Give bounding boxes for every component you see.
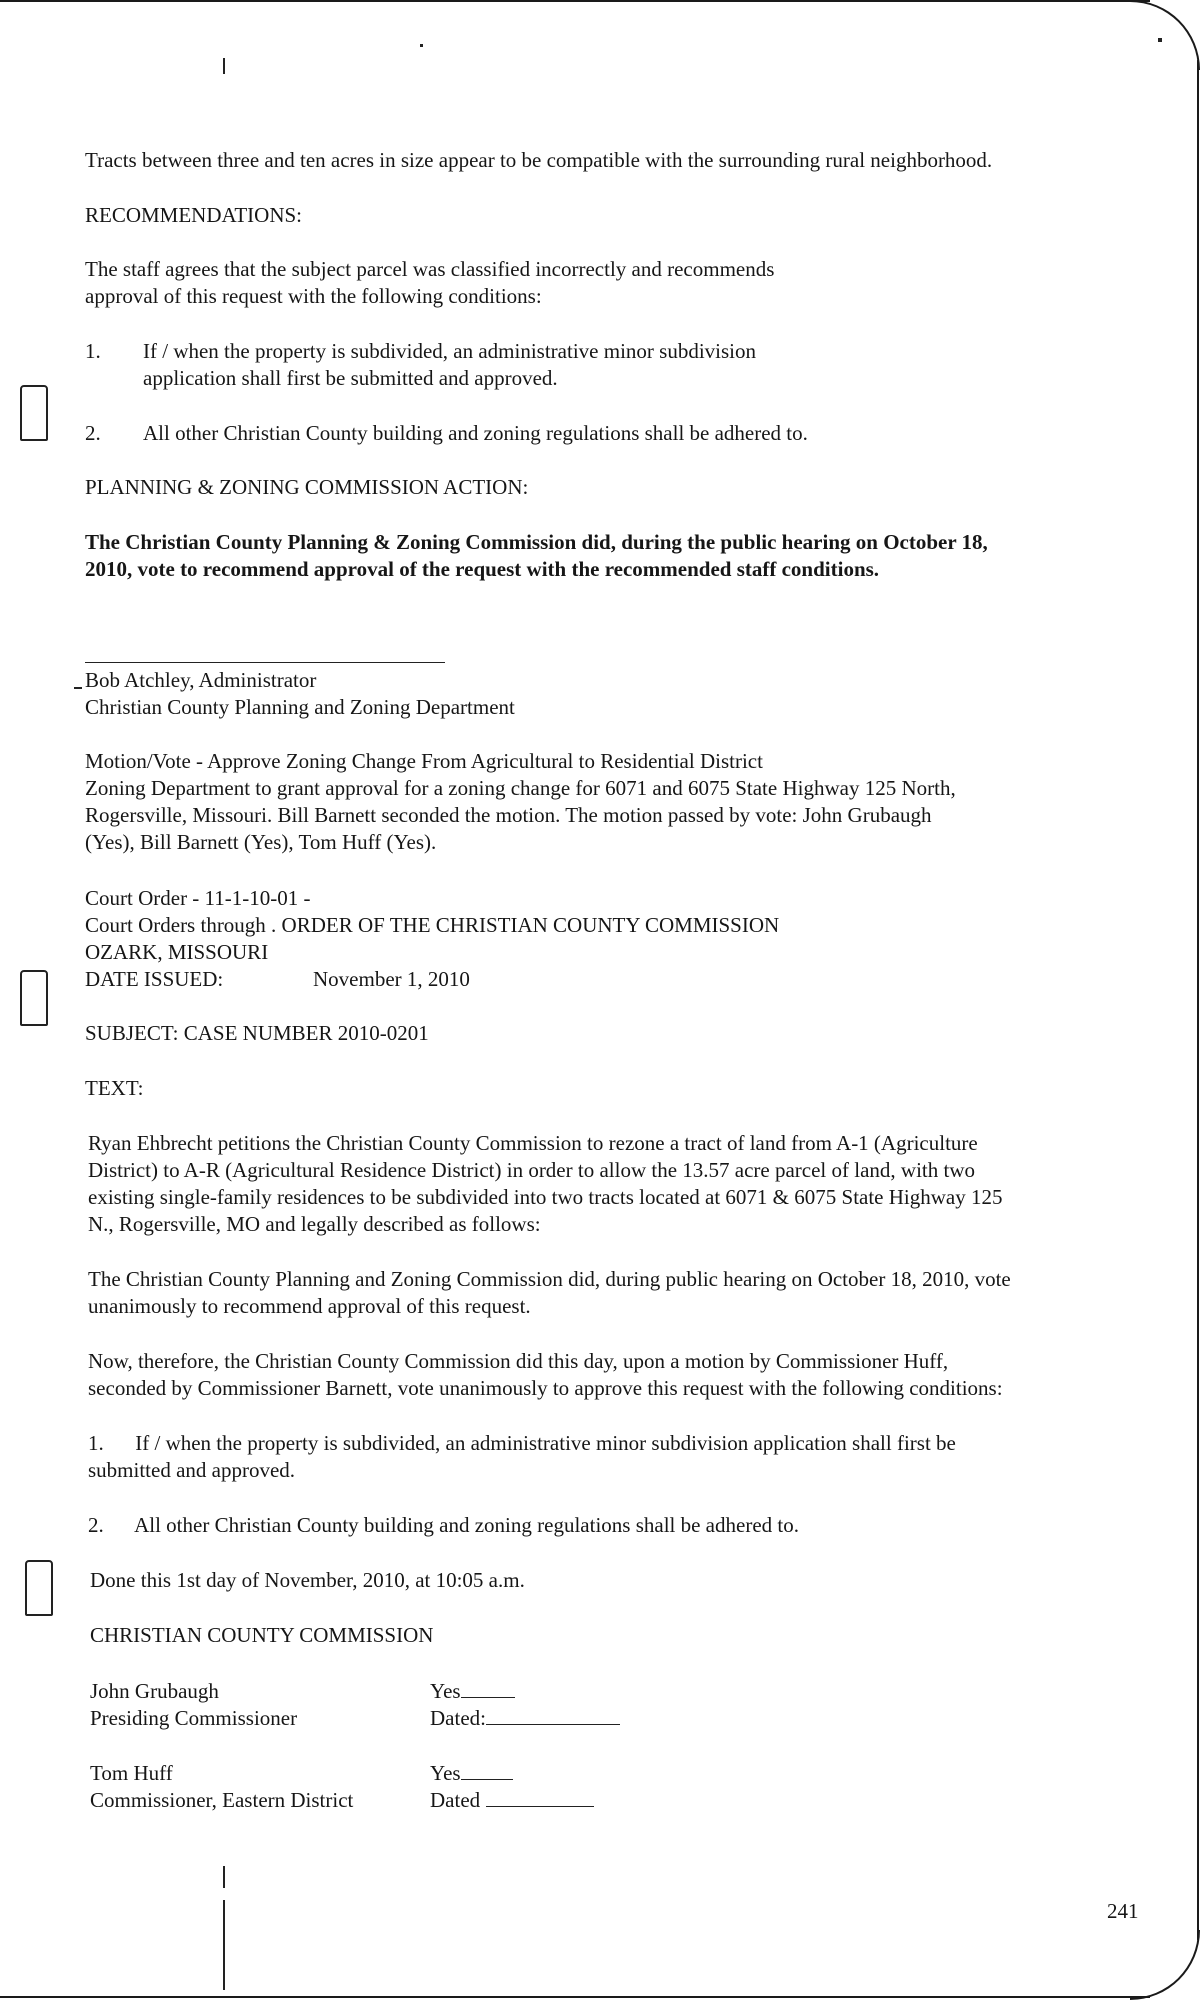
text-heading: TEXT:: [85, 1076, 144, 1100]
pz-recommendation-text: The Christian County Planning and Zoning Commission did, during public hearing on October 18, 2010, vote: [88, 1267, 1011, 1291]
punch-hole: [20, 385, 48, 441]
pz-recommendation-text: unanimously to recommend approval of this request.: [88, 1294, 531, 1318]
condition-text: If / when the property is subdivided, an administrative minor subdivision: [143, 339, 756, 363]
subject: SUBJECT: CASE NUMBER 2010-0201: [85, 1021, 429, 1045]
pz-action-text: 2010, vote to recommend approval of the request with the recommended staff conditions.: [85, 557, 880, 581]
approval-text: seconded by Commissioner Barnett, vote unanimously to approve this request with the following conditions:: [88, 1376, 1003, 1400]
dated-label: Dated: [430, 1788, 481, 1812]
page-corner: [1130, 1930, 1200, 2000]
scan-mark: [223, 58, 225, 74]
pz-action-text: The Christian County Planning & Zoning Commission did, during the public hearing on October 18,: [85, 530, 988, 554]
condition-text: submitted and approved.: [88, 1458, 296, 1482]
condition-number: 2.: [85, 421, 101, 445]
condition-text: All other Christian County building and zoning regulations shall be adhered to.: [143, 421, 808, 445]
punch-hole: [20, 970, 48, 1026]
commissioner-name: Tom Huff: [90, 1761, 173, 1785]
vote-field: [430, 1760, 513, 1787]
commissioner-name: John Grubaugh: [90, 1679, 219, 1703]
vote-blank: [461, 1761, 513, 1780]
signature-line: [85, 662, 445, 663]
signer-department: Christian County Planning and Zoning Department: [85, 695, 515, 719]
pz-heading: PLANNING & ZONING COMMISSION ACTION:: [85, 475, 529, 499]
vote-field: [430, 1678, 515, 1705]
scan-mark: [223, 1866, 225, 1888]
condition-text: application shall first be submitted and approved.: [143, 366, 558, 390]
date-issued-value: November 1, 2010: [313, 967, 470, 991]
signer-name: Bob Atchley, Administrator: [85, 668, 317, 692]
motion-text: Motion/Vote - Approve Zoning Change From Agricultural to Residential District: [85, 749, 763, 773]
court-order: Court Order - 11-1-10-01 -: [85, 886, 311, 910]
dated-blank: [486, 1788, 594, 1807]
court-orders-through: Court Orders through . ORDER OF THE CHRISTIAN COUNTY COMMISSION: [85, 913, 780, 937]
done-text: Done this 1st day of November, 2010, at 10:05 a.m.: [90, 1568, 525, 1592]
condition-text: 2. All other Christian County building and zoning regulations shall be adhered to.: [88, 1513, 799, 1537]
staff-text: The staff agrees that the subject parcel was classified incorrectly and recommends: [85, 257, 775, 281]
page-border: [0, 0, 1150, 2]
punch-hole: [25, 1560, 53, 1616]
commissioner-title: Presiding Commissioner: [90, 1706, 298, 1730]
location: OZARK, MISSOURI: [85, 940, 269, 964]
date-issued-label: DATE ISSUED:: [85, 967, 224, 991]
scan-mark: [420, 44, 423, 47]
petition-text: existing single-family residences to be subdivided into two tracts located at 6071 & 6075 State Highway 125: [88, 1185, 1003, 1209]
dated-blank: [486, 1706, 620, 1725]
commission-heading: CHRISTIAN COUNTY COMMISSION: [90, 1623, 434, 1647]
dated-label: Dated:: [430, 1706, 486, 1730]
scan-mark: [74, 687, 82, 689]
petition-text: N., Rogersville, MO and legally described as follows:: [88, 1212, 541, 1236]
petition-text: Ryan Ehbrecht petitions the Christian County Commission to rezone a tract of land from A-1 (Agriculture: [88, 1131, 978, 1155]
page-border: [1197, 60, 1199, 1940]
commissioner-title: Commissioner, Eastern District: [90, 1788, 354, 1812]
vote-label: Yes: [430, 1761, 461, 1785]
intro-text: Tracts between three and ten acres in size appear to be compatible with the surrounding rural neighborhood.: [85, 148, 993, 172]
scan-mark: [1158, 38, 1162, 42]
staff-text: approval of this request with the following conditions:: [85, 284, 542, 308]
page-border: [0, 1996, 1150, 1998]
recommendations-heading: RECOMMENDATIONS:: [85, 203, 303, 227]
approval-text: Now, therefore, the Christian County Commission did this day, upon a motion by Commissioner Huff,: [88, 1349, 949, 1373]
dated-field: [430, 1705, 620, 1732]
dated-field: [430, 1787, 594, 1814]
scan-mark: [223, 1900, 225, 1990]
page-number: 241: [1107, 1899, 1139, 1923]
vote-label: Yes: [430, 1679, 461, 1703]
condition-text: 1. If / when the property is subdivided, an administrative minor subdivision application shall first be: [88, 1431, 956, 1455]
motion-text: Zoning Department to grant approval for a zoning change for 6071 and 6075 State Highway 125 North,: [85, 776, 956, 800]
motion-text: Rogersville, Missouri. Bill Barnett seconded the motion. The motion passed by vote: John Grubaugh: [85, 803, 932, 827]
motion-text: (Yes), Bill Barnett (Yes), Tom Huff (Yes).: [85, 830, 437, 854]
petition-text: District) to A-R (Agricultural Residence District) in order to allow the 13.57 acre parcel of land, with two: [88, 1158, 975, 1182]
condition-number: 1.: [85, 339, 101, 363]
vote-blank: [461, 1679, 515, 1698]
page-corner: [1130, 0, 1200, 70]
